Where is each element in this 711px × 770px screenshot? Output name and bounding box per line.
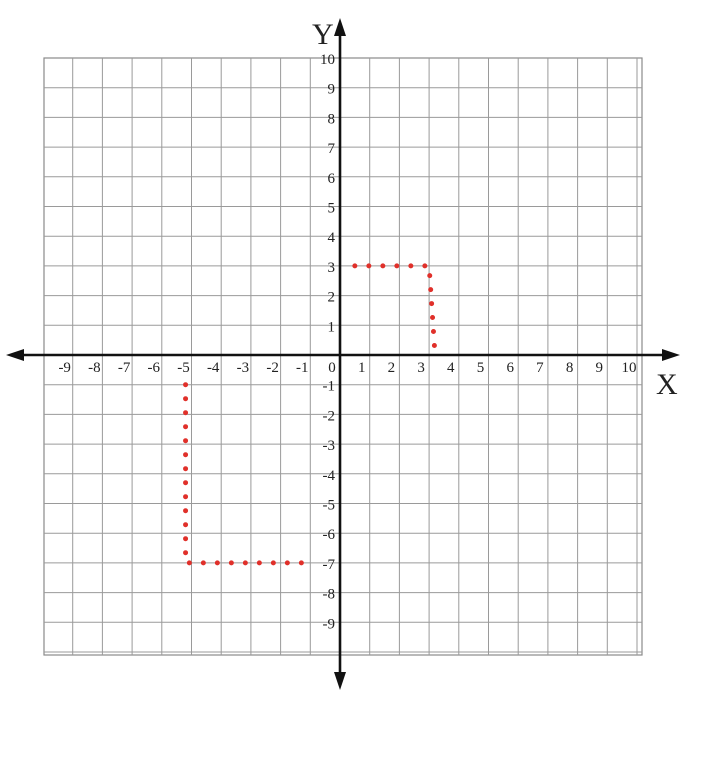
x-tick-label: -7 [117, 360, 131, 376]
x-tick-label: -2 [266, 360, 279, 376]
x-tick-label: -4 [206, 360, 220, 376]
x-tick-label: 3 [417, 360, 425, 376]
axes [6, 18, 680, 690]
x-tick-label: -6 [147, 360, 161, 376]
x-axis-arrow-left [6, 349, 24, 361]
x-tick-label: -1 [296, 360, 309, 376]
y-tick-label: -8 [322, 586, 335, 603]
grid [44, 58, 642, 655]
y-tick-label: 10 [320, 52, 335, 68]
y-tick-label: -2 [322, 408, 335, 425]
y-axis-arrow-up [334, 18, 346, 36]
x-tick-label: 4 [447, 360, 455, 376]
y-tick-label: 4 [327, 230, 335, 247]
x-tick-label: 6 [506, 360, 514, 376]
x-tick-label: 2 [387, 360, 396, 376]
y-tick-label: 8 [327, 111, 335, 128]
x-tick-label: 7 [536, 360, 544, 376]
y-axis-arrow-down [334, 672, 346, 690]
y-tick-label: -3 [322, 438, 335, 455]
x-axis-arrow-right [662, 349, 680, 361]
x-tick-label: 0 [328, 360, 336, 376]
y-tick-label: 2 [327, 289, 335, 306]
y-tick-label: -4 [322, 467, 335, 484]
y-tick-label: 7 [327, 141, 335, 158]
y-tick-label: -9 [322, 616, 335, 633]
y-tick-label: 9 [327, 81, 335, 98]
y-tick-label: 6 [327, 170, 335, 187]
x-tick-label: 8 [565, 360, 574, 376]
x-tick-label: -5 [177, 360, 190, 376]
y-tick-label: -5 [322, 497, 335, 514]
y-tick-label: -7 [322, 556, 335, 573]
y-tick-label: 5 [327, 200, 335, 217]
x-tick-label: -9 [58, 360, 71, 376]
x-tick-label: -8 [88, 360, 101, 376]
tick-labels [58, 52, 636, 632]
x-axis-title: X [656, 368, 678, 401]
x-tick-label: 1 [357, 360, 366, 376]
dotted-path-quadrant-1 [355, 266, 435, 355]
x-tick-label: 10 [621, 360, 637, 376]
y-tick-label: 1 [327, 319, 335, 336]
y-tick-label: -6 [322, 527, 335, 544]
x-tick-label: -3 [236, 360, 250, 376]
x-tick-label: 5 [476, 360, 485, 376]
y-tick-label: -1 [322, 378, 335, 395]
y-axis-title: Y [312, 18, 334, 51]
x-tick-label: 9 [595, 360, 604, 376]
y-tick-label: 3 [327, 259, 335, 276]
